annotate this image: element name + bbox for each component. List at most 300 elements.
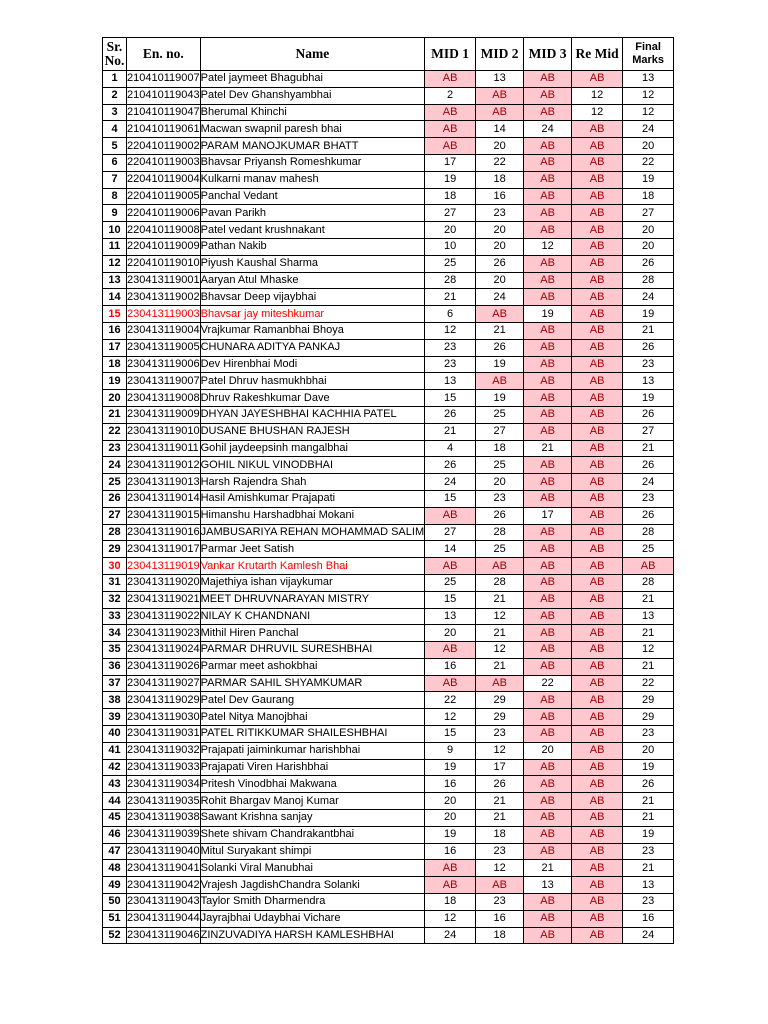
final-marks-cell: 20 [623,222,674,239]
mid3-cell: AB [524,87,572,104]
mid3-cell: AB [524,490,572,507]
enrollment-no-cell: 230413119031 [127,726,201,743]
table-row [103,339,674,356]
header-final-marks: Final Marks [623,38,674,71]
enrollment-no-cell: 230413119004 [127,322,201,339]
sr-no-cell: 30 [103,558,127,575]
mid1-cell: 14 [425,541,476,558]
table-row [103,440,674,457]
sr-no-cell: 50 [103,894,127,911]
sr-no-cell: 19 [103,373,127,390]
final-marks-cell: 21 [623,658,674,675]
mid1-cell: AB [425,675,476,692]
enrollment-no-cell: 210410119007 [127,71,201,88]
re-mid-cell: AB [572,910,623,927]
table-row [103,625,674,642]
table-row [103,591,674,608]
student-name-cell: Majethiya ishan vijaykumar [200,574,425,591]
mid3-cell: AB [524,843,572,860]
mid1-cell: 16 [425,843,476,860]
mid3-cell: AB [524,104,572,121]
student-name-cell: Solanki Viral Manubhai [200,860,425,877]
re-mid-cell: AB [572,759,623,776]
mid2-cell: AB [476,87,524,104]
sr-no-cell: 17 [103,339,127,356]
enrollment-no-cell: 230413119021 [127,591,201,608]
table-row [103,490,674,507]
mid1-cell: 18 [425,188,476,205]
table-row [103,726,674,743]
table-row [103,289,674,306]
enrollment-no-cell: 230413119007 [127,373,201,390]
mid3-cell: AB [524,390,572,407]
table-row [103,322,674,339]
sr-no-cell: 29 [103,541,127,558]
re-mid-cell: AB [572,390,623,407]
enrollment-no-cell: 230413119030 [127,709,201,726]
table-row [103,138,674,155]
mid1-cell: AB [425,138,476,155]
table-row [103,390,674,407]
mid3-cell: AB [524,927,572,944]
table-row [103,306,674,323]
sr-no-cell: 39 [103,709,127,726]
student-name-cell: Shete shivam Chandrakantbhai [200,826,425,843]
mid3-cell: AB [524,322,572,339]
mid2-cell: 21 [476,810,524,827]
re-mid-cell: AB [572,894,623,911]
final-marks-cell: 24 [623,927,674,944]
mid2-cell: 21 [476,625,524,642]
table-row [103,255,674,272]
mid3-cell: 13 [524,877,572,894]
mid2-cell: 26 [476,507,524,524]
re-mid-cell: AB [572,709,623,726]
student-name-cell: DUSANE BHUSHAN RAJESH [200,423,425,440]
sr-no-cell: 27 [103,507,127,524]
student-name-cell: PARMAR DHRUVIL SURESHBHAI [200,642,425,659]
table-row [103,860,674,877]
enrollment-no-cell: 230413119040 [127,843,201,860]
re-mid-cell: AB [572,810,623,827]
re-mid-cell: AB [572,591,623,608]
mid2-cell: 20 [476,138,524,155]
enrollment-no-cell: 230413119038 [127,810,201,827]
sr-no-cell: 23 [103,440,127,457]
mid2-cell: AB [476,373,524,390]
table-row [103,793,674,810]
student-name-cell: Vankar Krutarth Kamlesh Bhai [200,558,425,575]
mid1-cell: 26 [425,406,476,423]
final-marks-cell: 28 [623,272,674,289]
mid2-cell: 19 [476,356,524,373]
mid1-cell: 19 [425,171,476,188]
student-name-cell: CHUNARA ADITYA PANKAJ [200,339,425,356]
sr-no-cell: 45 [103,810,127,827]
final-marks-cell: 26 [623,457,674,474]
enrollment-no-cell: 220410119005 [127,188,201,205]
table-row [103,171,674,188]
student-name-cell: Rohit Bhargav Manoj Kumar [200,793,425,810]
mid3-cell: AB [524,591,572,608]
enrollment-no-cell: 230413119041 [127,860,201,877]
sr-no-cell: 40 [103,726,127,743]
re-mid-cell: AB [572,726,623,743]
re-mid-cell: AB [572,490,623,507]
student-name-cell: Dhruv Rakeshkumar Dave [200,390,425,407]
student-name-cell: Pritesh Vinodbhai Makwana [200,776,425,793]
sr-no-cell: 20 [103,390,127,407]
student-name-cell: MEET DHRUVNARAYAN MISTRY [200,591,425,608]
table-row [103,692,674,709]
table-row [103,810,674,827]
mid3-cell: AB [524,726,572,743]
mid1-cell: 16 [425,776,476,793]
mid1-cell: 21 [425,289,476,306]
mid1-cell: AB [425,104,476,121]
final-marks-cell: 19 [623,390,674,407]
mid2-cell: 25 [476,457,524,474]
final-marks-cell: 28 [623,574,674,591]
mid3-cell: AB [524,810,572,827]
marks-table [102,37,674,944]
mid1-cell: 9 [425,742,476,759]
final-marks-cell: 23 [623,490,674,507]
enrollment-no-cell: 230413119002 [127,289,201,306]
student-name-cell: PARMAR SAHIL SHYAMKUMAR [200,675,425,692]
student-name-cell: Taylor Smith Dharmendra [200,894,425,911]
re-mid-cell: AB [572,457,623,474]
mid1-cell: 10 [425,238,476,255]
student-name-cell: Panchal Vedant [200,188,425,205]
mid1-cell: 15 [425,490,476,507]
re-mid-cell: AB [572,675,623,692]
final-marks-cell: 22 [623,675,674,692]
mid2-cell: 28 [476,524,524,541]
mid3-cell: AB [524,793,572,810]
re-mid-cell: 12 [572,87,623,104]
table-row [103,759,674,776]
enrollment-no-cell: 230413119019 [127,558,201,575]
mid1-cell: 26 [425,457,476,474]
final-marks-cell: 13 [623,608,674,625]
final-marks-cell: 29 [623,692,674,709]
mid1-cell: 12 [425,910,476,927]
mid3-cell: 22 [524,675,572,692]
re-mid-cell: AB [572,524,623,541]
final-marks-cell: 26 [623,507,674,524]
enrollment-no-cell: 220410119003 [127,154,201,171]
mid3-cell: AB [524,339,572,356]
mid3-cell: AB [524,709,572,726]
table-row [103,910,674,927]
mid1-cell: 18 [425,894,476,911]
re-mid-cell: AB [572,272,623,289]
enrollment-no-cell: 210410119061 [127,121,201,138]
sr-no-cell: 8 [103,188,127,205]
table-row [103,238,674,255]
sr-no-cell: 37 [103,675,127,692]
re-mid-cell: AB [572,658,623,675]
re-mid-cell: AB [572,423,623,440]
re-mid-cell: AB [572,608,623,625]
mid1-cell: 27 [425,524,476,541]
student-name-cell: DHYAN JAYESHBHAI KACHHIA PATEL [200,406,425,423]
student-name-cell: Sawant Krishna sanjay [200,810,425,827]
table-row [103,121,674,138]
student-name-cell: Bhavsar Priyansh Romeshkumar [200,154,425,171]
mid1-cell: 24 [425,927,476,944]
mid2-cell: AB [476,104,524,121]
student-name-cell: NILAY K CHANDNANI [200,608,425,625]
enrollment-no-cell: 230413119011 [127,440,201,457]
table-row [103,154,674,171]
sr-no-cell: 35 [103,642,127,659]
re-mid-cell: AB [572,927,623,944]
mid2-cell: AB [476,558,524,575]
enrollment-no-cell: 220410119004 [127,171,201,188]
sr-no-cell: 16 [103,322,127,339]
mid3-cell: AB [524,373,572,390]
final-marks-cell: 25 [623,541,674,558]
mid3-cell: AB [524,138,572,155]
mid2-cell: 21 [476,658,524,675]
re-mid-cell: AB [572,121,623,138]
re-mid-cell: AB [572,138,623,155]
final-marks-cell: 12 [623,87,674,104]
mid2-cell: 26 [476,339,524,356]
student-name-cell: Himanshu Harshadbhai Mokani [200,507,425,524]
mid1-cell: 20 [425,793,476,810]
mid1-cell: 2 [425,87,476,104]
enrollment-no-cell: 230413119006 [127,356,201,373]
re-mid-cell: AB [572,642,623,659]
table-row [103,457,674,474]
sr-no-cell: 28 [103,524,127,541]
enrollment-no-cell: 210410119043 [127,87,201,104]
student-name-cell: Dev Hirenbhai Modi [200,356,425,373]
mid3-cell: AB [524,474,572,491]
final-marks-cell: 19 [623,826,674,843]
final-marks-cell: 18 [623,188,674,205]
mid3-cell: AB [524,776,572,793]
sr-no-cell: 48 [103,860,127,877]
table-row [103,877,674,894]
final-marks-cell: 19 [623,759,674,776]
mid1-cell: 4 [425,440,476,457]
table-row [103,826,674,843]
mid2-cell: 12 [476,608,524,625]
student-name-cell: Hasil Amishkumar Prajapati [200,490,425,507]
mid2-cell: 29 [476,692,524,709]
final-marks-cell: 26 [623,339,674,356]
final-marks-cell: 23 [623,843,674,860]
re-mid-cell: AB [572,406,623,423]
mid1-cell: 6 [425,306,476,323]
header-re-mid: Re Mid [572,38,623,71]
re-mid-cell: AB [572,742,623,759]
student-name-cell: Pathan Nakib [200,238,425,255]
mid2-cell: 20 [476,238,524,255]
header-mid3: MID 3 [524,38,572,71]
re-mid-cell: AB [572,154,623,171]
re-mid-cell: AB [572,558,623,575]
final-marks-cell: 26 [623,255,674,272]
mid2-cell: 23 [476,843,524,860]
sr-no-cell: 7 [103,171,127,188]
mid3-cell: 17 [524,507,572,524]
student-name-cell: PARAM MANOJKUMAR BHATT [200,138,425,155]
re-mid-cell: AB [572,289,623,306]
sr-no-cell: 41 [103,742,127,759]
mid2-cell: 20 [476,474,524,491]
mid1-cell: 19 [425,826,476,843]
table-row [103,776,674,793]
sr-no-cell: 33 [103,608,127,625]
mid2-cell: 12 [476,860,524,877]
enrollment-no-cell: 230413119029 [127,692,201,709]
sr-no-cell: 24 [103,457,127,474]
final-marks-cell: 12 [623,104,674,121]
student-name-cell: Jayrajbhai Udaybhai Vichare [200,910,425,927]
mid2-cell: 25 [476,541,524,558]
re-mid-cell: AB [572,222,623,239]
re-mid-cell: AB [572,373,623,390]
mid2-cell: 20 [476,272,524,289]
table-row [103,406,674,423]
sr-no-cell: 32 [103,591,127,608]
final-marks-cell: 28 [623,524,674,541]
final-marks-cell: 27 [623,205,674,222]
sr-no-cell: 22 [103,423,127,440]
mid1-cell: 20 [425,810,476,827]
mid2-cell: 23 [476,726,524,743]
student-name-cell: Patel Nitya Manojbhai [200,709,425,726]
re-mid-cell: AB [572,188,623,205]
table-row [103,222,674,239]
sr-no-cell: 25 [103,474,127,491]
enrollment-no-cell: 230413119017 [127,541,201,558]
mid3-cell: AB [524,558,572,575]
enrollment-no-cell: 230413119043 [127,894,201,911]
sr-no-cell: 51 [103,910,127,927]
table-row [103,675,674,692]
mid2-cell: 17 [476,759,524,776]
re-mid-cell: AB [572,71,623,88]
table-row [103,188,674,205]
final-marks-cell: 16 [623,910,674,927]
mid3-cell: 21 [524,860,572,877]
mid1-cell: 15 [425,591,476,608]
re-mid-cell: AB [572,625,623,642]
mid2-cell: 18 [476,171,524,188]
final-marks-cell: 12 [623,642,674,659]
mid1-cell: 13 [425,608,476,625]
enrollment-no-cell: 230413119022 [127,608,201,625]
final-marks-cell: 20 [623,238,674,255]
sr-no-cell: 26 [103,490,127,507]
final-marks-cell: 27 [623,423,674,440]
enrollment-no-cell: 230413119024 [127,642,201,659]
mid3-cell: AB [524,541,572,558]
mid1-cell: 23 [425,356,476,373]
table-row [103,205,674,222]
mid1-cell: 23 [425,339,476,356]
mid3-cell: AB [524,457,572,474]
final-marks-cell: 23 [623,726,674,743]
sr-no-cell: 9 [103,205,127,222]
sr-no-cell: 49 [103,877,127,894]
sr-no-cell: 47 [103,843,127,860]
sr-no-cell: 15 [103,306,127,323]
mid1-cell: 24 [425,474,476,491]
enrollment-no-cell: 230413119023 [127,625,201,642]
re-mid-cell: AB [572,322,623,339]
re-mid-cell: AB [572,507,623,524]
student-name-cell: GOHIL NIKUL VINODBHAI [200,457,425,474]
mid3-cell: AB [524,658,572,675]
mid3-cell: AB [524,759,572,776]
mid1-cell: 25 [425,255,476,272]
student-name-cell: Patel jaymeet Bhagubhai [200,71,425,88]
table-row [103,574,674,591]
mid1-cell: AB [425,860,476,877]
mid1-cell: 12 [425,322,476,339]
table-row [103,507,674,524]
final-marks-cell: 21 [623,793,674,810]
final-marks-cell: 24 [623,474,674,491]
mid2-cell: 26 [476,776,524,793]
mid3-cell: 24 [524,121,572,138]
re-mid-cell: AB [572,356,623,373]
enrollment-no-cell: 230413119005 [127,339,201,356]
mid2-cell: 19 [476,390,524,407]
sr-no-cell: 38 [103,692,127,709]
enrollment-no-cell: 230413119003 [127,306,201,323]
student-name-cell: ZINZUVADIYA HARSH KAMLESHBHAI [200,927,425,944]
table-row [103,474,674,491]
table-row [103,843,674,860]
enrollment-no-cell: 230413119046 [127,927,201,944]
mid1-cell: 13 [425,373,476,390]
header-sr-no: Sr. No. [103,38,127,71]
mid3-cell: AB [524,625,572,642]
mid3-cell: AB [524,910,572,927]
student-name-cell: Patel vedant krushnakant [200,222,425,239]
re-mid-cell: AB [572,877,623,894]
header-name: Name [200,38,425,71]
sr-no-cell: 18 [103,356,127,373]
final-marks-cell: 20 [623,742,674,759]
mid1-cell: 27 [425,205,476,222]
mid2-cell: 18 [476,927,524,944]
re-mid-cell: AB [572,574,623,591]
re-mid-cell: 12 [572,104,623,121]
mid3-cell: AB [524,692,572,709]
mid1-cell: AB [425,558,476,575]
sr-no-cell: 4 [103,121,127,138]
mid2-cell: 23 [476,490,524,507]
final-marks-cell: 19 [623,306,674,323]
mid3-cell: AB [524,188,572,205]
final-marks-cell: 21 [623,810,674,827]
enrollment-no-cell: 230413119001 [127,272,201,289]
mid1-cell: 20 [425,625,476,642]
mid2-cell: AB [476,877,524,894]
mid3-cell: 12 [524,238,572,255]
mid2-cell: 18 [476,440,524,457]
re-mid-cell: AB [572,339,623,356]
